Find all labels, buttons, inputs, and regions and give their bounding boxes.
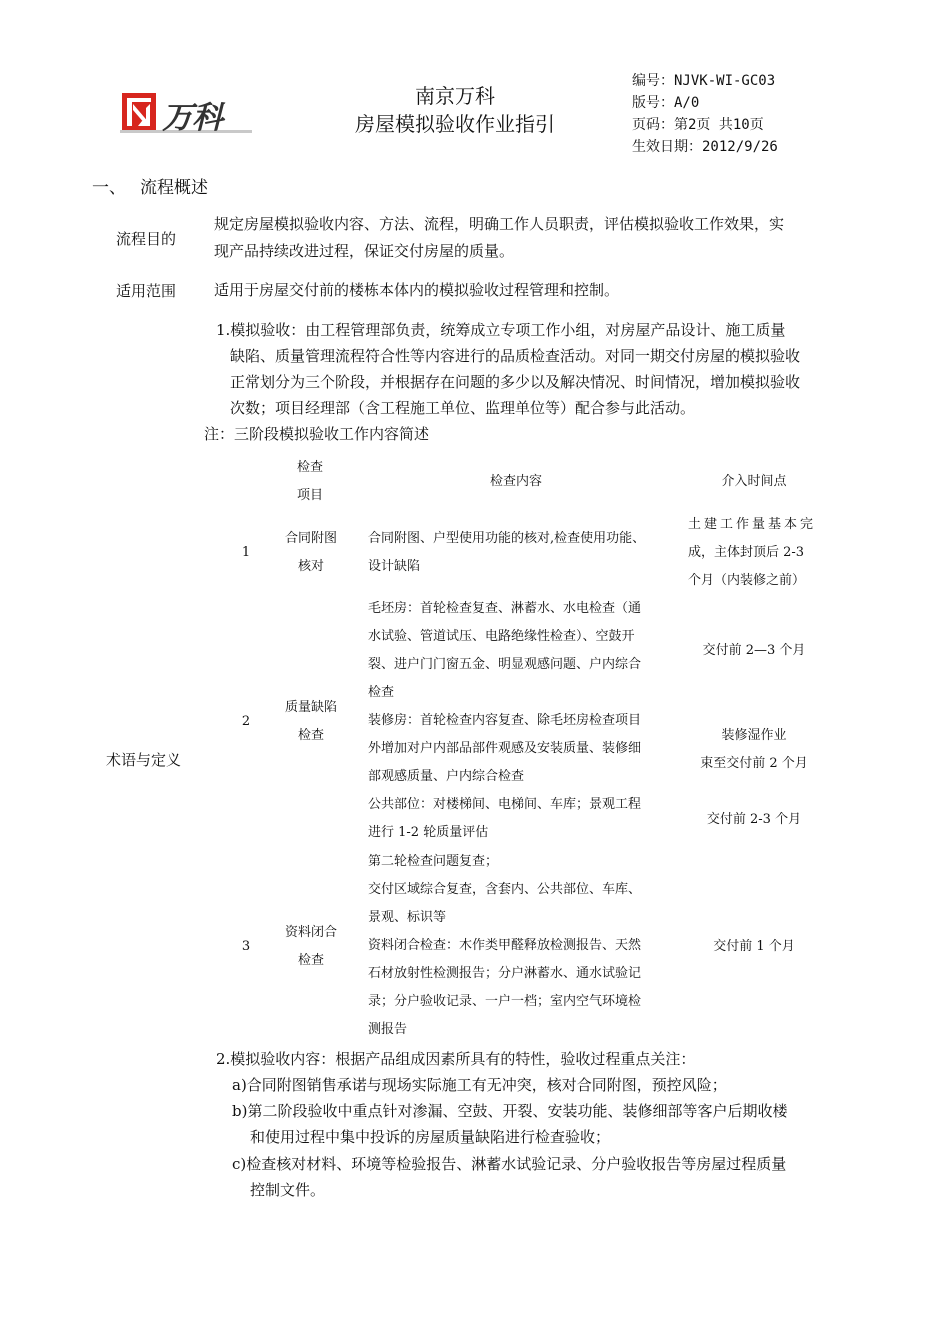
section-title: 流程概述	[140, 178, 208, 198]
item2-intro: 2.模拟验收内容：根据产品组成因素所具有的特性，验收过程重点关注：	[216, 1050, 696, 1068]
item1-line: 正常划分为三个阶段，并根据存在问题的多少以及解决情况、时间情况，增加模拟验收	[230, 373, 801, 391]
doc-page: 页码：第2页 共10页	[632, 117, 764, 133]
row-time	[688, 511, 816, 595]
document-title-block	[330, 82, 580, 138]
content-line: 景观、标识等	[368, 910, 447, 925]
terms-label: 术语与定义	[106, 751, 182, 769]
row-time: 交付前 2—3 个月	[702, 643, 806, 658]
content-line: 毛坯房：首轮检查复查、淋蓄水、水电检查（通	[368, 601, 642, 616]
content-line: 资料闭合检查：木作类甲醛释放检测报告、天然	[368, 938, 642, 953]
row-time: 交付前 2-3 个月	[706, 812, 802, 827]
item2-point-b-cont: 和使用过程中集中投诉的房屋质量缺陷进行检查验收；	[250, 1128, 611, 1146]
purpose-line: 规定房屋模拟验收内容、方法、流程，明确工作人员职责，评估模拟验收工作效果，实	[214, 215, 785, 233]
content-line: 合同附图、户型使用功能的核对,检查使用功能、	[368, 531, 646, 546]
header-time: 介入时间点	[721, 474, 787, 489]
item2-point-b: b)第二阶段验收中重点针对渗漏、空鼓、开裂、安装功能、装修细部等客户后期收楼	[232, 1102, 788, 1120]
row-item-line: 检查	[297, 953, 324, 968]
row-time	[684, 722, 824, 778]
row-number: 2	[241, 714, 251, 729]
header-item-line: 检查	[296, 460, 323, 475]
row-item-line: 质量缺陷	[284, 700, 337, 715]
content-line: 进行 1-2 轮质量评估	[368, 825, 489, 840]
purpose-label: 流程目的	[116, 230, 177, 248]
row-item	[276, 525, 346, 581]
content-line: 第二轮检查问题复查；	[368, 854, 499, 869]
item2-point-a: a)合同附图销售承诺与现场实际施工有无冲突，核对合同附图，预控风险；	[232, 1076, 727, 1094]
row-item-line: 资料闭合	[284, 925, 337, 940]
purpose-line: 现产品持续改进过程，保证交付房屋的质量。	[214, 242, 515, 260]
header-item	[280, 454, 340, 510]
item2-point-c-cont: 控制文件。	[250, 1181, 326, 1199]
section-number: 一、	[92, 178, 126, 198]
row-item-line: 检查	[297, 728, 324, 743]
row-number: 3	[241, 939, 251, 954]
company-logo	[120, 90, 255, 134]
row-number: 1	[241, 545, 251, 560]
row-content	[368, 848, 641, 1044]
document-title: 房屋模拟验收作业指引	[355, 112, 555, 136]
row-content	[368, 525, 645, 581]
logo-wordmark: 万科	[162, 100, 222, 136]
item1-line: 缺陷、质量管理流程符合性等内容进行的品质检查活动。对同一期交付房屋的模拟验收	[230, 347, 801, 365]
purpose-text	[214, 211, 784, 265]
content-line: 裂、进户门门窗五金、明显观感问题、户内综合	[368, 657, 642, 672]
table-note: 注：三阶段模拟验收工作内容简述	[204, 425, 430, 443]
doc-effective-date: 生效日期：2012/9/26	[632, 139, 778, 155]
content-line: 外增加对户内部品部件观感及安装质量、装修细	[368, 741, 642, 756]
content-line: 设计缺陷	[368, 559, 421, 574]
row-item	[276, 694, 346, 750]
time-line: 个月（内装修之前）	[688, 573, 806, 588]
scope-label: 适用范围	[116, 282, 177, 300]
row-item-line: 核对	[297, 559, 324, 574]
scope-text: 适用于房屋交付前的楼栋本体内的模拟验收过程管理和控制。	[214, 281, 620, 299]
company-name: 南京万科	[415, 84, 495, 108]
item1-line: 次数；项目经理部（含工程施工单位、监理单位等）配合参与此活动。	[230, 399, 696, 417]
content-line: 录；分户验收记录、一户一档；室内空气环境检	[368, 994, 642, 1009]
content-line: 交付区域综合复查，含套内、公共部位、车库、	[368, 882, 642, 897]
row-content	[368, 595, 641, 847]
row-time: 交付前 1 个月	[713, 939, 795, 954]
content-line: 检查	[368, 685, 395, 700]
time-line: 束至交付前 2 个月	[700, 756, 808, 771]
item1-line: 1.模拟验收：由工程管理部负责，统筹成立专项工作小组，对房屋产品设计、施工质量	[216, 321, 786, 339]
content-line: 测报告	[368, 1022, 408, 1037]
content-line: 部观感质量、户内综合检查	[368, 769, 525, 784]
header-content: 检查内容	[489, 474, 542, 489]
header-item-line: 项目	[296, 488, 323, 503]
row-item-line: 合同附图	[284, 531, 337, 546]
content-line: 水试验、管道试压、电路绝缘性检查）、空鼓开	[368, 629, 635, 644]
doc-code: 编号：NJVK-WI-GC03	[632, 73, 776, 89]
time-line: 成，主体封顶后 2-3	[688, 545, 805, 560]
doc-version: 版号：A/0	[632, 95, 700, 111]
content-line: 装修房：首轮检查内容复查、除毛坯房检查项目	[368, 713, 642, 728]
row-item	[276, 919, 346, 975]
time-line: 装修湿作业	[721, 728, 787, 743]
time-line: 土建工作量基本完	[688, 517, 817, 532]
document-meta	[632, 70, 778, 158]
content-line: 公共部位：对楼梯间、电梯间、车库；景观工程	[368, 797, 642, 812]
content-line: 石材放射性检测报告；分户淋蓄水、通水试验记	[368, 966, 642, 981]
item2-point-c: c)检查核对材料、环境等检验报告、淋蓄水试验记录、分户验收报告等房屋过程质量	[232, 1155, 787, 1173]
